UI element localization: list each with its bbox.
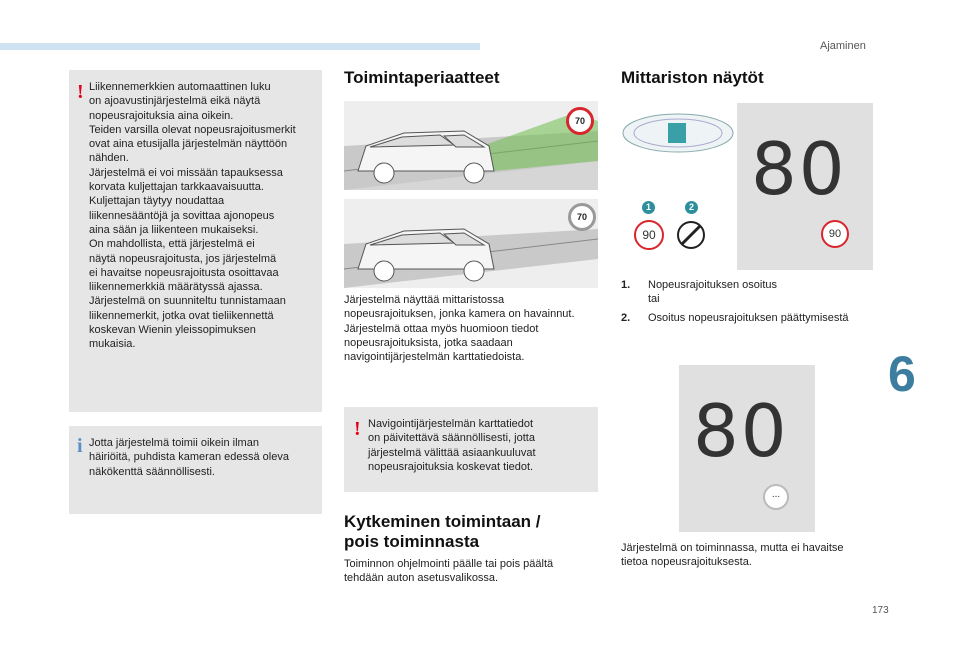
current-speed-value: 80 (751, 127, 847, 211)
display-heading: Mittariston näytöt (621, 68, 764, 87)
section-label: Ajaminen (820, 40, 866, 52)
speed-limit-indicator: 90 (634, 220, 664, 250)
navigation-warning-text: Navigointijärjestelmän karttatiedot on päivitettävä säännöllisesti, jotta järjestelmä välittää asiaankuuluvat nopeusrajoituksia koskevat tiedot. (368, 418, 536, 473)
limit-end-icon (676, 220, 706, 250)
cluster-outline-icon (620, 112, 736, 154)
warning-text: Liikennemerkkien automaattinen luku on ajoavustinjärjestelmä eikä näytä nopeusrajoituksia aina oikein. Teiden varsilla olevat nopeusrajoitusmerkit ovat aina etusijalla järjestelmän näyttöön nähden. Järjestelmä ei voi missään tapauksessa korvata kuljettajan tarkkaavaisuutta. Kuljettajan täytyy noudattaa liikennesääntöjä ja sovittaa ajonopeus aina sään ja liikenteen mukaiseksi. On mahdollista, että järjestelmä ei näytä nopeusrajoitusta, jos järjestelmä ei havaitse nopeusrajoitusta osoittavaa liikennemerkkiä määrätyssä ajassa. Järjestelmä on suunniteltu tunnistamaan liikennemerkit, jotka ovat tieliikennettä koskevan Wienin yleissopimuksen mukaisia. (89, 81, 296, 351)
speed-sign-bottom: 70 (568, 203, 596, 231)
list-text: Osoitus nopeusrajoituksen päättymisestä (648, 312, 849, 324)
cluster-display-1 (737, 103, 873, 270)
information-i-icon: i (77, 435, 83, 457)
activation-heading-line1: Kytkeminen toimintaan / (344, 512, 541, 531)
instrument-cluster-thumbnail (620, 112, 736, 154)
speed-sign-top: 70 (566, 107, 594, 135)
info-text: Jotta järjestelmä toimii oikein ilman häiriöitä, puhdista kameran edessä oleva näkökenttä säännöllisesti. (89, 437, 289, 478)
car-illustration-bottom-svg (344, 199, 598, 288)
car-camera-illustration-bottom (344, 199, 598, 288)
current-speed-value: 80 (693, 389, 789, 473)
chapter-number: 6 (888, 346, 916, 402)
list-number: 2. (621, 312, 631, 324)
list-text: Nopeusrajoituksen osoitus tai (648, 279, 778, 305)
principle-paragraph: Järjestelmä näyttää mittaristossa nopeusrajoituksen, jonka kamera on havainnut. Järjestelmä ottaa myös huomioon tiedot nopeusrajoituksista, jotka saadaan navigointijärjestelmän karttatiedoista. (344, 294, 575, 364)
info-box (69, 426, 322, 514)
car-camera-illustration-top (344, 101, 598, 190)
header-bar (0, 43, 480, 50)
activation-heading (344, 512, 540, 552)
list-number: 1. (621, 279, 631, 291)
marker-2: 2 (685, 201, 698, 214)
warning-box (69, 70, 322, 412)
page-number: 173 (872, 605, 889, 616)
exclamation-warning-icon: ! (77, 81, 84, 103)
speed-limit-badge: 90 (821, 220, 849, 248)
navigation-warning-box (344, 407, 598, 492)
no-limit-badge: ... (763, 484, 789, 510)
exclamation-warning-icon: ! (354, 418, 361, 440)
car-illustration-top-svg (344, 101, 598, 190)
no-limit-paragraph: Järjestelmä on toiminnassa, mutta ei havaitse tietoa nopeusrajoituksesta. (621, 542, 844, 569)
limit-end-indicator (676, 220, 706, 250)
activation-heading-line2: pois toiminnasta (344, 532, 480, 551)
activation-paragraph: Toiminnon ohjelmointi päälle tai pois päältä tehdään auton asetusvalikossa. (344, 558, 554, 585)
marker-1: 1 (642, 201, 655, 214)
section-heading: Toimintaperiaatteet (344, 68, 500, 87)
cluster-display-2 (679, 365, 815, 532)
